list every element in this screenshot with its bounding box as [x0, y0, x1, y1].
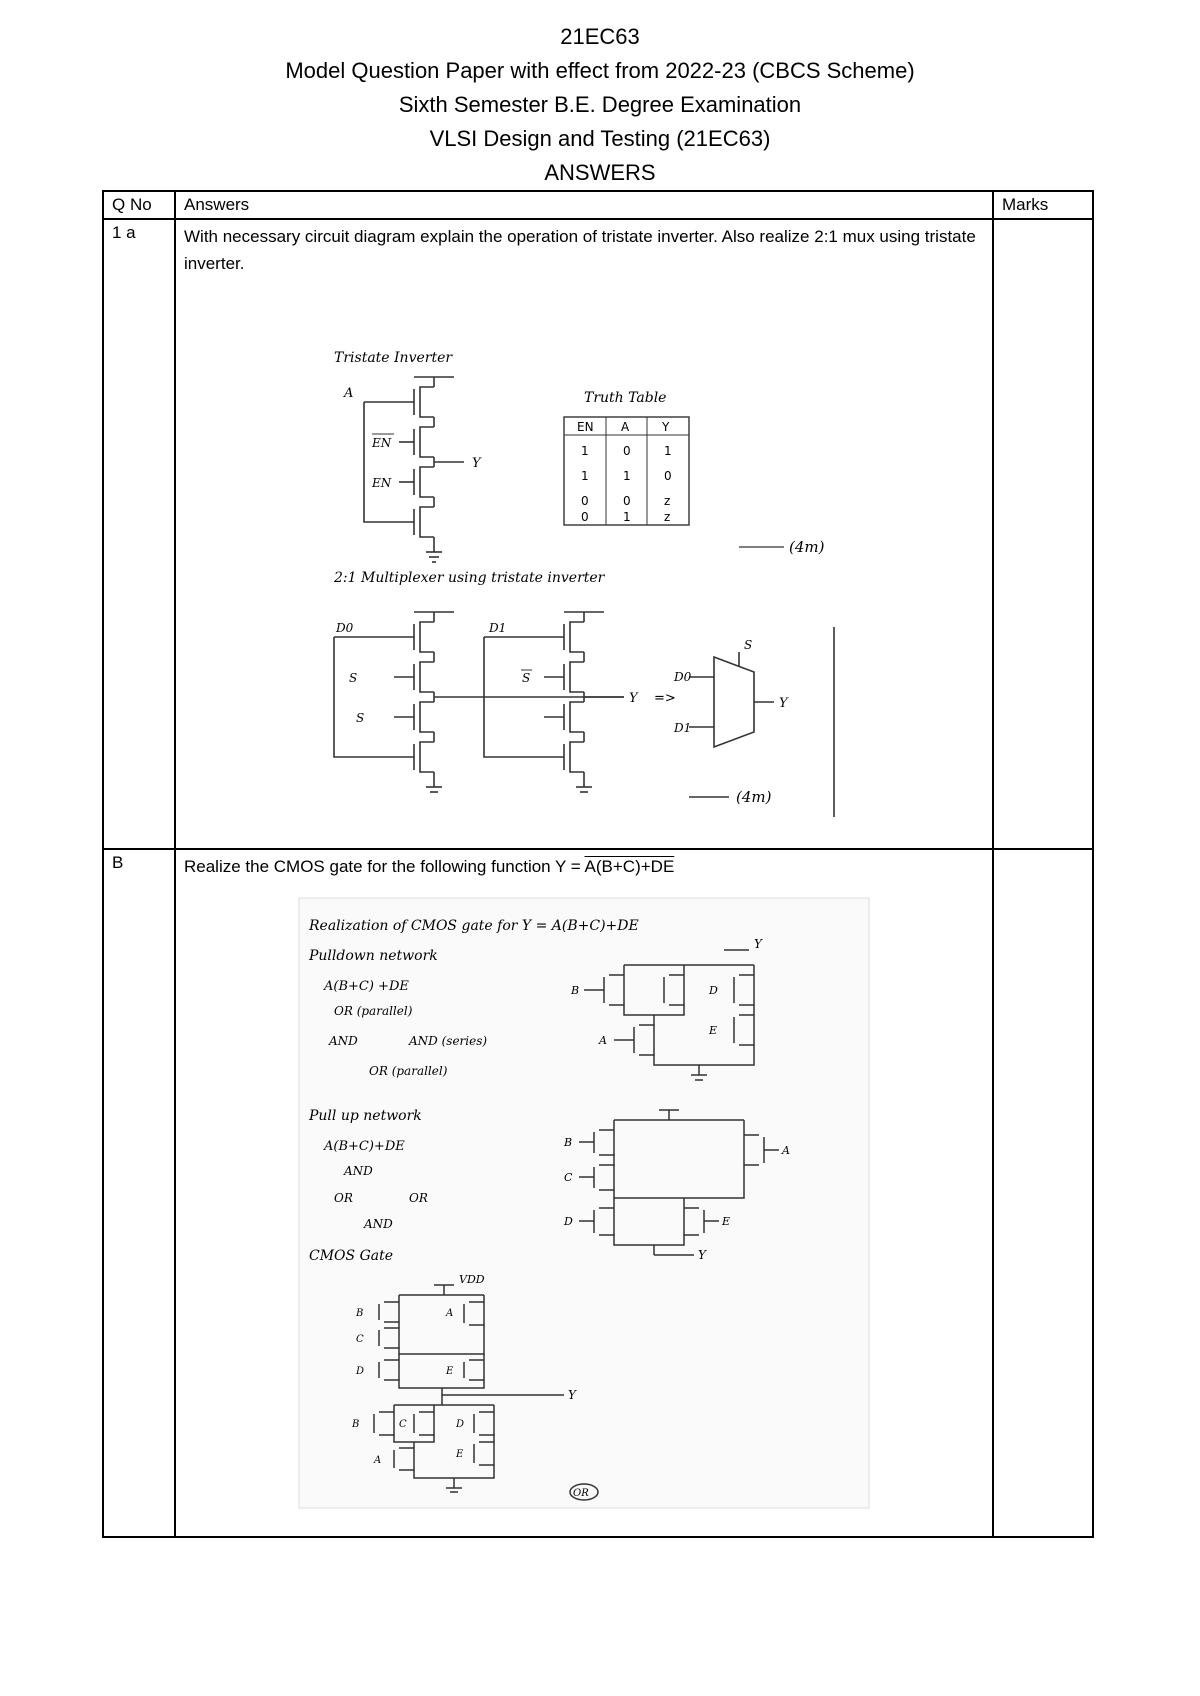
row-qno: 1 a — [103, 219, 175, 849]
mux-sym-d1: D1 — [674, 721, 692, 735]
truth-table — [564, 417, 689, 525]
pd-line3a: AND — [329, 1034, 358, 1048]
page-header — [0, 20, 1200, 190]
row-answer — [175, 219, 993, 849]
section-title: ANSWERS — [544, 160, 656, 185]
truth-table-title: Truth Table — [584, 390, 667, 406]
mux-s-bar-label-2: S — [522, 671, 531, 685]
tt-cell: 0 — [623, 444, 631, 458]
tt-cell: 0 — [581, 510, 589, 524]
header-answers: Answers — [175, 191, 993, 219]
course-code: 21EC63 — [560, 24, 640, 49]
gate-d-label: D — [356, 1366, 365, 1377]
pd-line3b: AND (series) — [409, 1034, 488, 1048]
gate-ne-label: E — [456, 1449, 464, 1460]
cmos-title: Realization of CMOS gate for Y = A(B+C)+DE — [309, 918, 639, 934]
pu-y-label: Y — [698, 1248, 706, 1262]
cmos-gate-figure — [184, 880, 984, 1510]
en-label: EN — [372, 476, 392, 490]
mux-tristate-diagram — [334, 612, 834, 817]
gate-c-label: C — [356, 1334, 364, 1345]
pullup-title: Pull up network — [309, 1108, 422, 1124]
gate-nd-label: D — [456, 1419, 465, 1430]
gate-b-label: B — [356, 1308, 364, 1319]
pd-expr: A(B+C) +DE — [324, 979, 409, 994]
tt-cell: z — [664, 494, 671, 508]
gate-y-label: Y — [568, 1388, 576, 1402]
header-marks: Marks — [993, 191, 1093, 219]
pu-line3a: OR — [334, 1191, 353, 1205]
table-row — [103, 849, 1093, 1537]
tristate-mux-figure — [184, 277, 984, 837]
tt-cell: 1 — [581, 469, 589, 483]
question-text: With necessary circuit diagram explain the operation of tristate inverter. Also realize 2:1 mux using tristate inverter. — [184, 227, 976, 273]
semester-line: Sixth Semester B.E. Degree Examination — [398, 92, 802, 117]
pd-d-label: D — [709, 984, 718, 997]
tt-cell: 1 — [664, 444, 672, 458]
tt-cell: z — [664, 510, 671, 524]
marks-note-mux: (4m) — [736, 788, 772, 806]
question-expression: A(B+C)+DE — [584, 857, 675, 876]
pulldown-title: Pulldown network — [309, 948, 438, 964]
pu-line3b: OR — [409, 1191, 428, 1205]
question-prefix: Realize the CMOS gate for the following function Y = — [184, 857, 585, 876]
pu-line2: AND — [344, 1164, 373, 1178]
output-y-label: Y — [472, 456, 481, 471]
tt-cell: 0 — [623, 494, 631, 508]
pd-line2: OR (parallel) — [334, 1004, 413, 1018]
pu-c-label: C — [564, 1171, 573, 1184]
header-qno: Q No — [103, 191, 175, 219]
mux-s-bar-label: S — [349, 671, 358, 685]
pu-e-label: E — [722, 1215, 731, 1228]
mux-arrow: => — [654, 691, 676, 706]
gate-na-label: A — [374, 1455, 382, 1466]
en-bar-label: EN — [372, 436, 392, 450]
tristate-title: Tristate Inverter — [334, 350, 453, 366]
pd-line4: OR (parallel) — [369, 1064, 448, 1078]
tt-header-y: Y — [662, 420, 670, 434]
subject-line: VLSI Design and Testing (21EC63) — [429, 126, 771, 151]
row-marks — [993, 219, 1093, 849]
row-marks — [993, 849, 1093, 1537]
pd-a-label: A — [599, 1034, 607, 1047]
tt-cell: 0 — [581, 494, 589, 508]
mux-sym-y: Y — [779, 696, 788, 711]
gate-nb-label: B — [352, 1419, 360, 1430]
mux-title: 2:1 Multiplexer using tristate inverter — [334, 570, 605, 586]
pd-y-label: Y — [754, 937, 762, 951]
pu-expr: A(B+C)+DE — [324, 1139, 405, 1154]
tt-header-a: A — [621, 420, 630, 434]
tristate-inverter-diagram — [364, 377, 464, 562]
tt-cell: 1 — [623, 510, 631, 524]
question-text — [184, 853, 984, 880]
pd-b-label: B — [571, 984, 580, 997]
pu-b-label: B — [564, 1136, 573, 1149]
table-row — [103, 219, 1093, 849]
mux-sym-d0: D0 — [674, 670, 692, 684]
mux-s-label: S — [356, 711, 365, 725]
pu-line4: AND — [364, 1217, 393, 1231]
table-header-row — [103, 191, 1093, 219]
row-answer — [175, 849, 993, 1537]
gate-vdd-label: VDD — [459, 1273, 485, 1286]
tt-cell: 1 — [623, 469, 631, 483]
paper-title: Model Question Paper with effect from 2022-23 (CBCS Scheme) — [285, 58, 915, 83]
gate-a-label: A — [446, 1308, 454, 1319]
pu-d-label: D — [564, 1215, 573, 1228]
gate-nc-label: C — [399, 1419, 407, 1430]
tt-cell: 1 — [581, 444, 589, 458]
input-a-label: A — [344, 386, 354, 401]
tt-header-en: EN — [577, 420, 594, 434]
gate-e-label: E — [446, 1366, 454, 1377]
marks-note-tristate: (4m) — [789, 538, 825, 556]
mux-sym-s: S — [744, 638, 753, 652]
mux-d1-label: D1 — [489, 621, 507, 635]
pu-a-label: A — [782, 1144, 790, 1157]
answers-table — [102, 190, 1094, 1538]
mux-y-label: Y — [629, 691, 638, 706]
row-qno: B — [103, 849, 175, 1537]
cmos-gate-title: CMOS Gate — [309, 1248, 394, 1264]
tt-cell: 0 — [664, 469, 672, 483]
or-note: OR — [573, 1488, 589, 1499]
mux-d0-label: D0 — [336, 621, 354, 635]
pd-e-label: E — [709, 1024, 718, 1037]
